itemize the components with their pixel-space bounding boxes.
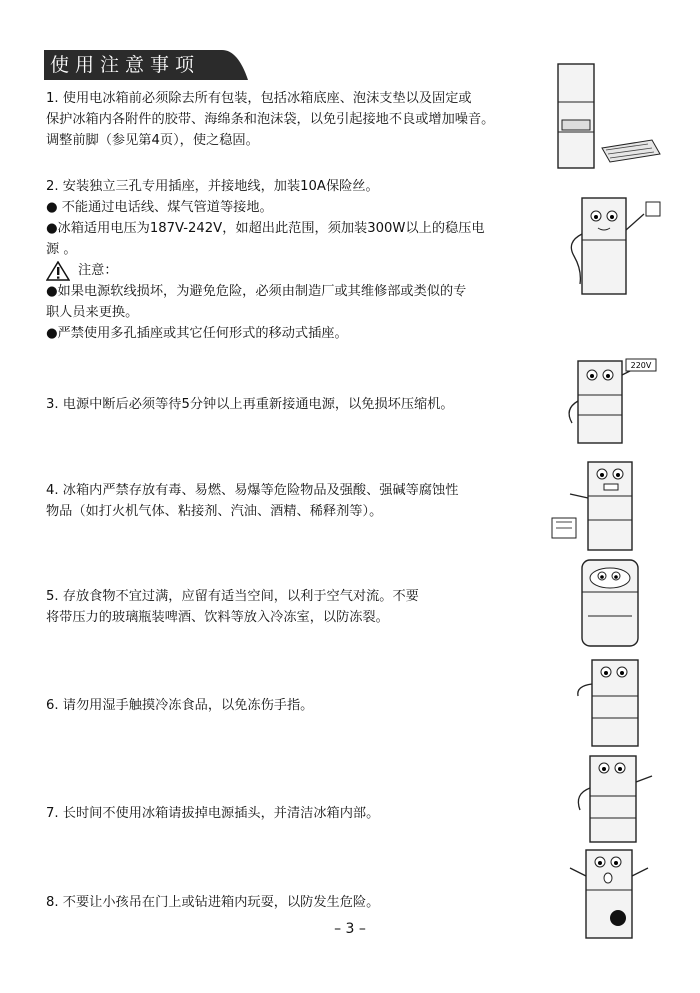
- fridge-unplug-illustration: [566, 752, 662, 846]
- text-line: 1. 使用电冰箱前必须除去所有包装，包括冰箱底座、泡沫支垫以及固定或: [46, 91, 472, 106]
- section-title: 使用注意事项: [50, 54, 201, 76]
- text-line: 4. 冰箱内严禁存放有毒、易燃、易爆等危险物品及强酸、强碱等腐蚀性: [46, 483, 459, 498]
- notice-item-7: [46, 803, 541, 824]
- notice-item-4: [46, 480, 541, 522]
- text-line: 将带压力的玻璃瓶装啤酒、饮料等放入冷冻室，以防冻裂。: [46, 610, 389, 625]
- text-line: 5. 存放食物不宜过满，应留有适当空间，以利于空气对流。不要: [46, 589, 419, 604]
- text-line: 7. 长时间不使用冰箱请拔掉电源插头，并清洁冰箱内部。: [46, 806, 380, 821]
- sign-voltage-label: 220V: [630, 361, 652, 370]
- warning-label: 注意：: [78, 263, 118, 278]
- notice-item-6: [46, 695, 541, 716]
- fridge-power-illustration: [556, 355, 664, 447]
- notice-item-5: [46, 586, 541, 628]
- notice-item-3: [46, 394, 541, 415]
- fridge-unpacking-illustration: [548, 58, 672, 174]
- page-number: – 3 –: [334, 921, 366, 937]
- text-line: 职人员来更换。: [46, 305, 139, 320]
- fridge-socket-illustration: [560, 190, 664, 300]
- text-line: 调整前脚（参见第4页），使之稳固。: [46, 133, 259, 148]
- text-line: 8. 不要让小孩吊在门上或钻进箱内玩耍，以防发生危险。: [46, 895, 380, 910]
- warning-triangle-icon: [46, 261, 70, 281]
- text-line: ●如果电源软线损坏，为避免危险，必须由制造厂或其维修部或类似的专: [46, 284, 467, 299]
- fridge-wet-hands-illustration: [566, 656, 662, 750]
- section-title-bar: [44, 50, 248, 80]
- text-line: 物品（如打火机气体、粘接剂、汽油、酒精、稀释剂等）。: [46, 504, 383, 519]
- text-line: 保护冰箱内各附件的胶带、海绵条和泡沫袋，以免引起接地不良或增加噪音。: [46, 112, 495, 127]
- text-line: ●严禁使用多孔插座或其它任何形式的移动式插座。: [46, 326, 348, 341]
- text-line: 6. 请勿用湿手触摸冷冻食品，以免冻伤手指。: [46, 698, 314, 713]
- notice-item-2: [46, 176, 541, 344]
- warning-heading: [46, 260, 541, 281]
- fridge-hazard-illustration: [548, 458, 664, 554]
- text-line: ●冰箱适用电压为187V-242V，如超出此范围，须加装300W以上的稳压电: [46, 221, 485, 236]
- text-line: 源 。: [46, 242, 77, 257]
- fridge-storage-illustration: [568, 556, 658, 650]
- notice-item-8: [46, 892, 541, 913]
- text-line: 2. 安装独立三孔专用插座，并接地线，加装10A保险丝。: [46, 179, 379, 194]
- text-line: ● 不能通过电话线、煤气管道等接地。: [46, 200, 273, 215]
- notice-item-1: [46, 88, 541, 151]
- text-line: 3. 电源中断后必须等待5分钟以上再重新接通电源，以免损坏压缩机。: [46, 397, 454, 412]
